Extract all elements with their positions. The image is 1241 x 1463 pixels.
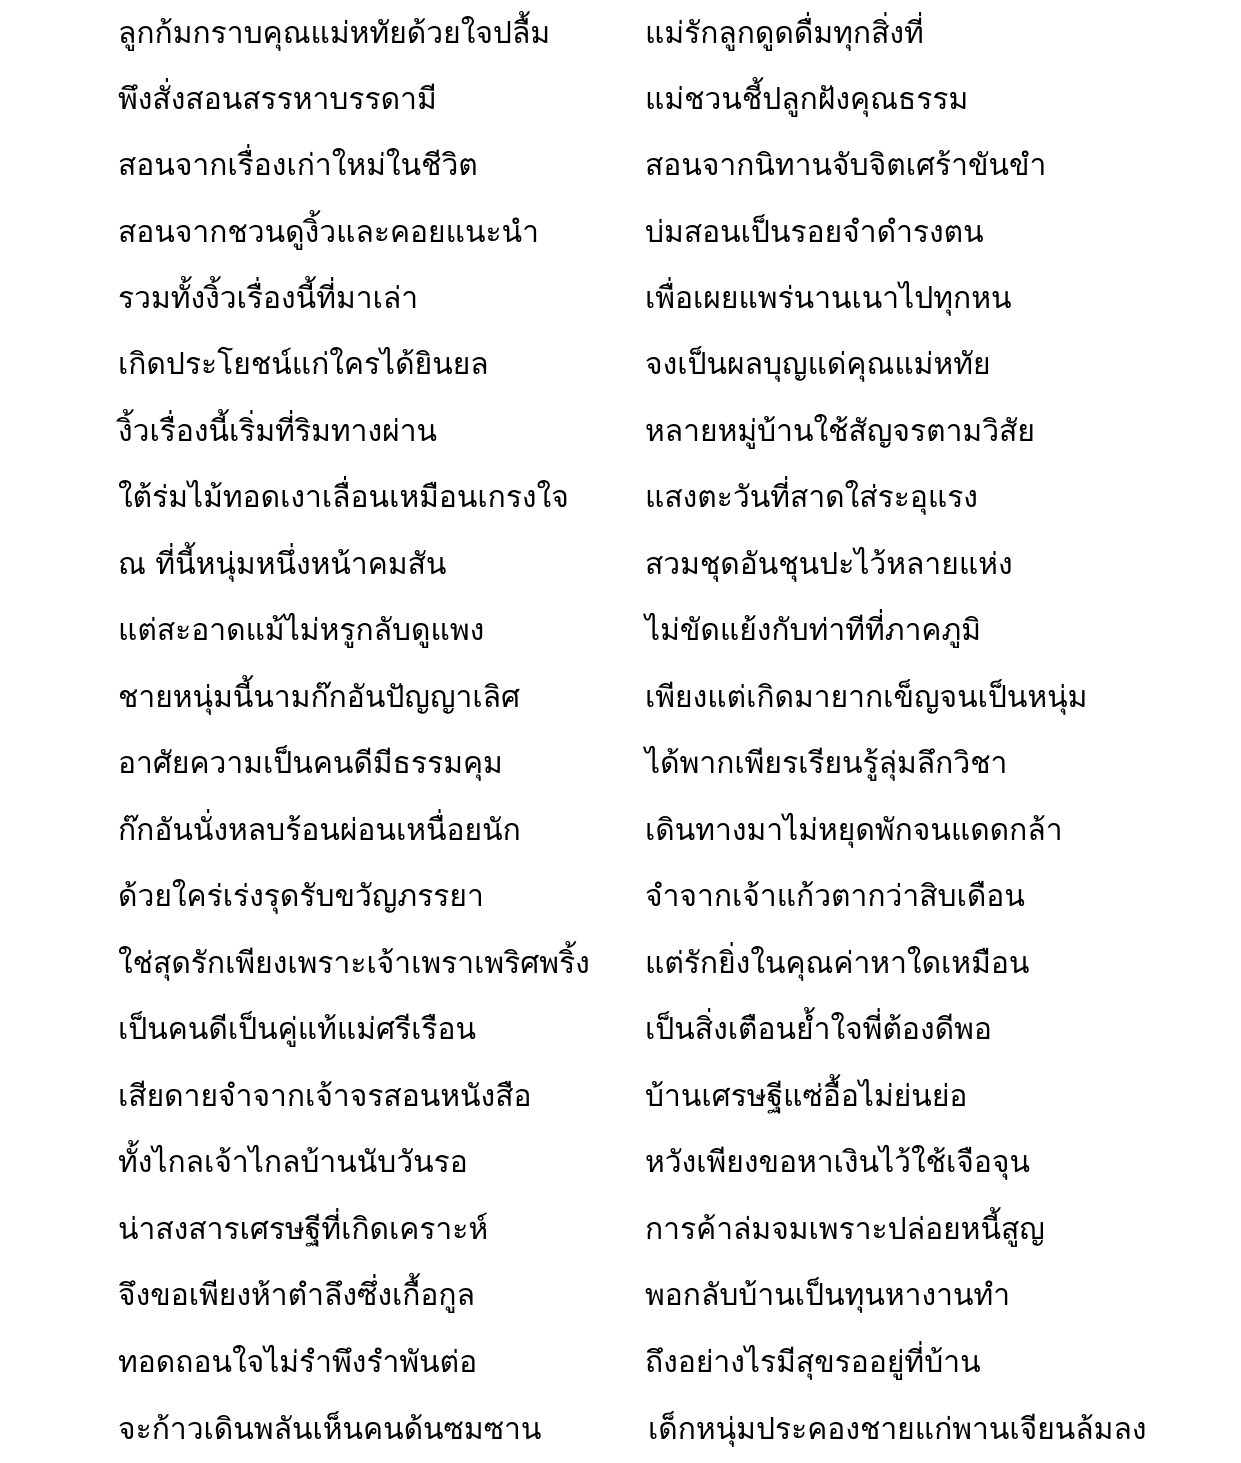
poem-verse-right: สอนจากนิทานจับจิตเศร้าขันขำ (645, 148, 1047, 183)
poem-verse-right: เป็นสิ่งเตือนย้ำใจพี่ต้องดีพอ (645, 1012, 992, 1047)
poem-verse-left: อาศัยความเป็นคนดีมีธรรมคุม (118, 746, 503, 781)
poem-verse-left: จะก้าวเดินพลันเห็นคนด้นซมซาน (118, 1412, 542, 1447)
poem-stanza (0, 598, 1241, 664)
poem-stanza (0, 1, 1241, 67)
poem-verse-left: ด้วยใคร่เร่งรุดรับขวัญภรรยา (118, 879, 484, 914)
poem-stanza (0, 1064, 1241, 1130)
poem-verse-right: แสงตะวันที่สาดใส่ระอุแรง (645, 480, 978, 515)
poem-verse-right: เดินทางมาไม่หยุดพักจนแดดกล้า (645, 813, 1063, 848)
poem-verse-left: สอนจากเรื่องเก่าใหม่ในชีวิต (118, 148, 478, 183)
poem-verse-left: รวมทั้งงิ้วเรื่องนี้ที่มาเล่า (118, 281, 419, 316)
poem-verse-left: ใต้ร่มไม้ทอดเงาเลื่อนเหมือนเกรงใจ (118, 480, 569, 515)
poem-stanza (0, 864, 1241, 930)
poem-verse-right: แม่รักลูกดูดดื่มทุกสิ่งที่ (645, 16, 924, 51)
poem-verse-right: บ่มสอนเป็นรอยจำดำรงตน (645, 215, 984, 250)
poem-verse-left: จึงขอเพียงห้าตำลึงซึ่งเกื้อกูล (118, 1278, 475, 1313)
poem-verse-right: บ้านเศรษฐีแซ่อื้อไม่ย่นย่อ (645, 1079, 968, 1114)
poem-verse-right: แต่รักยิ่งในคุณค่าหาใดเหมือน (645, 946, 1030, 981)
poem-verse-left: เกิดประโยชน์แก่ใครได้ยินยล (118, 347, 489, 382)
poem-verse-left: ใช่สุดรักเพียงเพราะเจ้าเพราเพริศพริ้ง (118, 946, 590, 981)
poem-verse-right: เพียงแต่เกิดมายากเข็ญจนเป็นหนุ่ม (645, 680, 1088, 715)
poem-verse-left: น่าสงสารเศรษฐีที่เกิดเคราะห์ (118, 1212, 489, 1247)
poem-verse-right: จงเป็นผลบุญแด่คุณแม่หทัย (645, 347, 991, 382)
poem-stanza (0, 266, 1241, 332)
poem-verse-right: หลายหมู่บ้านใช้สัญจรตามวิสัย (645, 414, 1035, 449)
poem-stanza (0, 665, 1241, 731)
poem-stanza (0, 1263, 1241, 1329)
poem-stanza (0, 1130, 1241, 1196)
poem-stanza (0, 532, 1241, 598)
poem-stanza (0, 200, 1241, 266)
poem-verse-right: ไม่ขัดแย้งกับท่าทีที่ภาคภูมิ (645, 613, 982, 648)
poem-verse-right: หวังเพียงขอหาเงินไว้ใช้เจือจุน (645, 1145, 1030, 1180)
poem-stanza (0, 997, 1241, 1063)
poem-verse-right: เด็กหนุ่มประคองชายแก่พานเจียนล้มลง (648, 1412, 1147, 1447)
poem-stanza (0, 133, 1241, 199)
poem-verse-right: การค้าล่มจมเพราะปล่อยหนี้สูญ (645, 1212, 1045, 1247)
poem-stanza (0, 465, 1241, 531)
poem-verse-left: งิ้วเรื่องนี้เริ่มที่ริมทางผ่าน (118, 414, 438, 449)
poem-verse-left: เป็นคนดีเป็นคู่แท้แม่ศรีเรือน (118, 1012, 477, 1047)
poem-verse-right: จำจากเจ้าแก้วตากว่าสิบเดือน (645, 879, 1025, 914)
poem-stanza (0, 1397, 1241, 1463)
poem-verse-right: ถึงอย่างไรมีสุขรออยู่ที่บ้าน (645, 1345, 981, 1380)
poem-verse-right: แม่ชวนชี้ปลูกฝังคุณธรรม (645, 82, 969, 117)
poem-stanza (0, 1197, 1241, 1263)
poem-stanza (0, 1330, 1241, 1396)
poem-verse-left: เสียดายจำจากเจ้าจรสอนหนังสือ (118, 1079, 532, 1114)
poem-verse-right: พอกลับบ้านเป็นทุนหางานทำ (645, 1278, 1011, 1313)
poem-stanza (0, 731, 1241, 797)
poem-verse-right: ได้พากเพียรเรียนรู้ลุ่มลึกวิชา (645, 746, 1008, 781)
poem-stanza (0, 332, 1241, 398)
poem-verse-left: ทั้งไกลเจ้าไกลบ้านนับวันรอ (118, 1145, 468, 1180)
poem-verse-left: ทอดถอนใจไม่รำพึงรำพันต่อ (118, 1345, 478, 1380)
poem-verse-left: ณ ที่นี้หนุ่มหนึ่งหน้าคมสัน (118, 547, 447, 582)
poem-stanza (0, 399, 1241, 465)
poem-stanza (0, 798, 1241, 864)
poem-verse-right: สวมชุดอันชุนปะไว้หลายแห่ง (645, 547, 1013, 582)
poem-verse-left: สอนจากชวนดูงิ้วและคอยแนะนำ (118, 215, 539, 250)
poem-verse-left: ชายหนุ่มนี้นามก๊กอันปัญญาเลิศ (118, 680, 521, 715)
poem-verse-right: เพื่อเผยแพร่นานเนาไปทุกหน (645, 281, 1012, 316)
poem-verse-left: ลูกก้มกราบคุณแม่หทัยด้วยใจปลื้ม (118, 16, 551, 51)
poem-stanza (0, 67, 1241, 133)
poem-verse-left: ก๊กอันนั่งหลบร้อนผ่อนเหนื่อยนัก (118, 813, 521, 848)
poem-verse-left: พึงสั่งสอนสรรหาบรรดามี (118, 82, 437, 117)
poem-stanza (0, 931, 1241, 997)
poem-verse-left: แต่สะอาดแม้ไม่หรูกลับดูแพง (118, 613, 485, 648)
